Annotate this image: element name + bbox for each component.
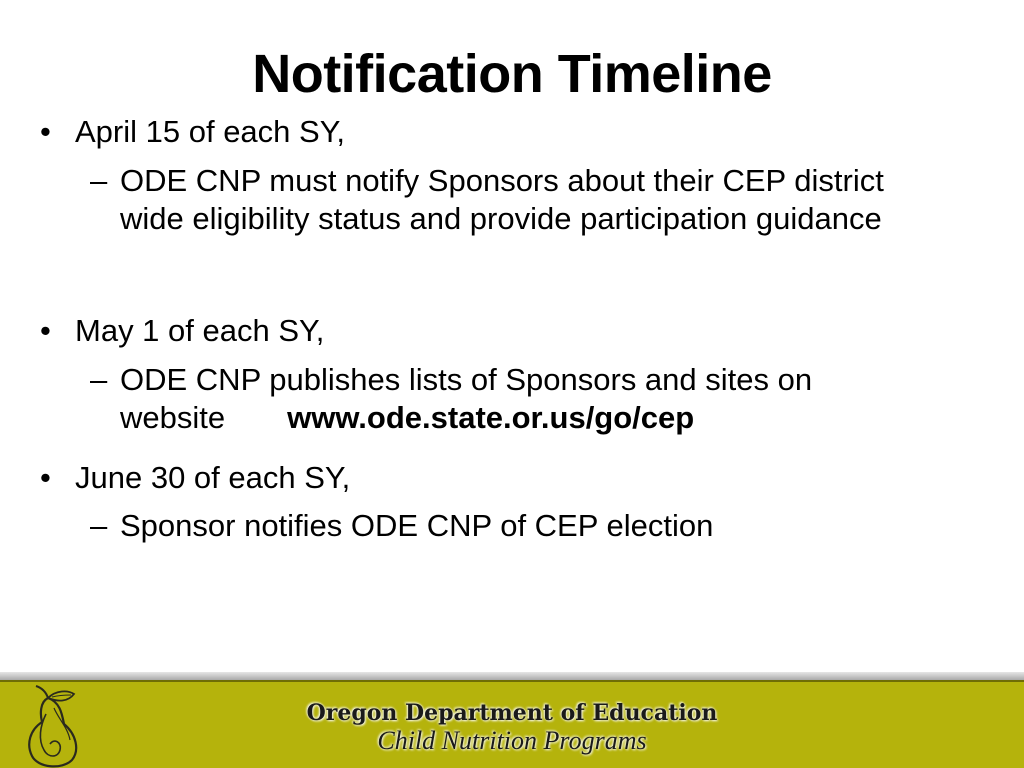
sub-bullet-text: ODE CNP must notify Sponsors about their CEP district wide eligibility status and provide participation guidance — [120, 163, 884, 236]
bullet-text: May 1 of each SY, — [75, 313, 325, 348]
sub-bullet-item — [90, 507, 930, 545]
footer-org-name: Oregon Department of Education — [306, 700, 718, 726]
slide-title: Notification Timeline — [252, 44, 772, 104]
footer-bar — [0, 680, 1024, 768]
footer-program-name: Child Nutrition Programs — [377, 726, 647, 755]
sub-bullet-item — [90, 162, 930, 238]
bullet-glyph: • — [40, 460, 51, 495]
bullet-text: April 15 of each SY, — [75, 114, 345, 149]
sub-bullet-text: Sponsor notifies ODE CNP of CEP election — [120, 508, 714, 543]
sub-bullet-text: ODE CNP publishes lists of Sponsors and sites on website — [120, 362, 813, 435]
sub-bullet-glyph: – — [90, 362, 108, 397]
sub-bullet-text-with-link — [120, 361, 930, 437]
bullet-glyph: • — [40, 114, 51, 149]
sub-bullet-glyph: – — [90, 163, 108, 198]
bullet-glyph: • — [40, 313, 51, 348]
bullet-text: June 30 of each SY, — [75, 460, 351, 495]
cep-website-link[interactable]: www.ode.state.or.us/go/cep — [287, 400, 695, 435]
sub-bullet-glyph: – — [90, 508, 108, 543]
sub-bullet-item — [90, 361, 930, 437]
